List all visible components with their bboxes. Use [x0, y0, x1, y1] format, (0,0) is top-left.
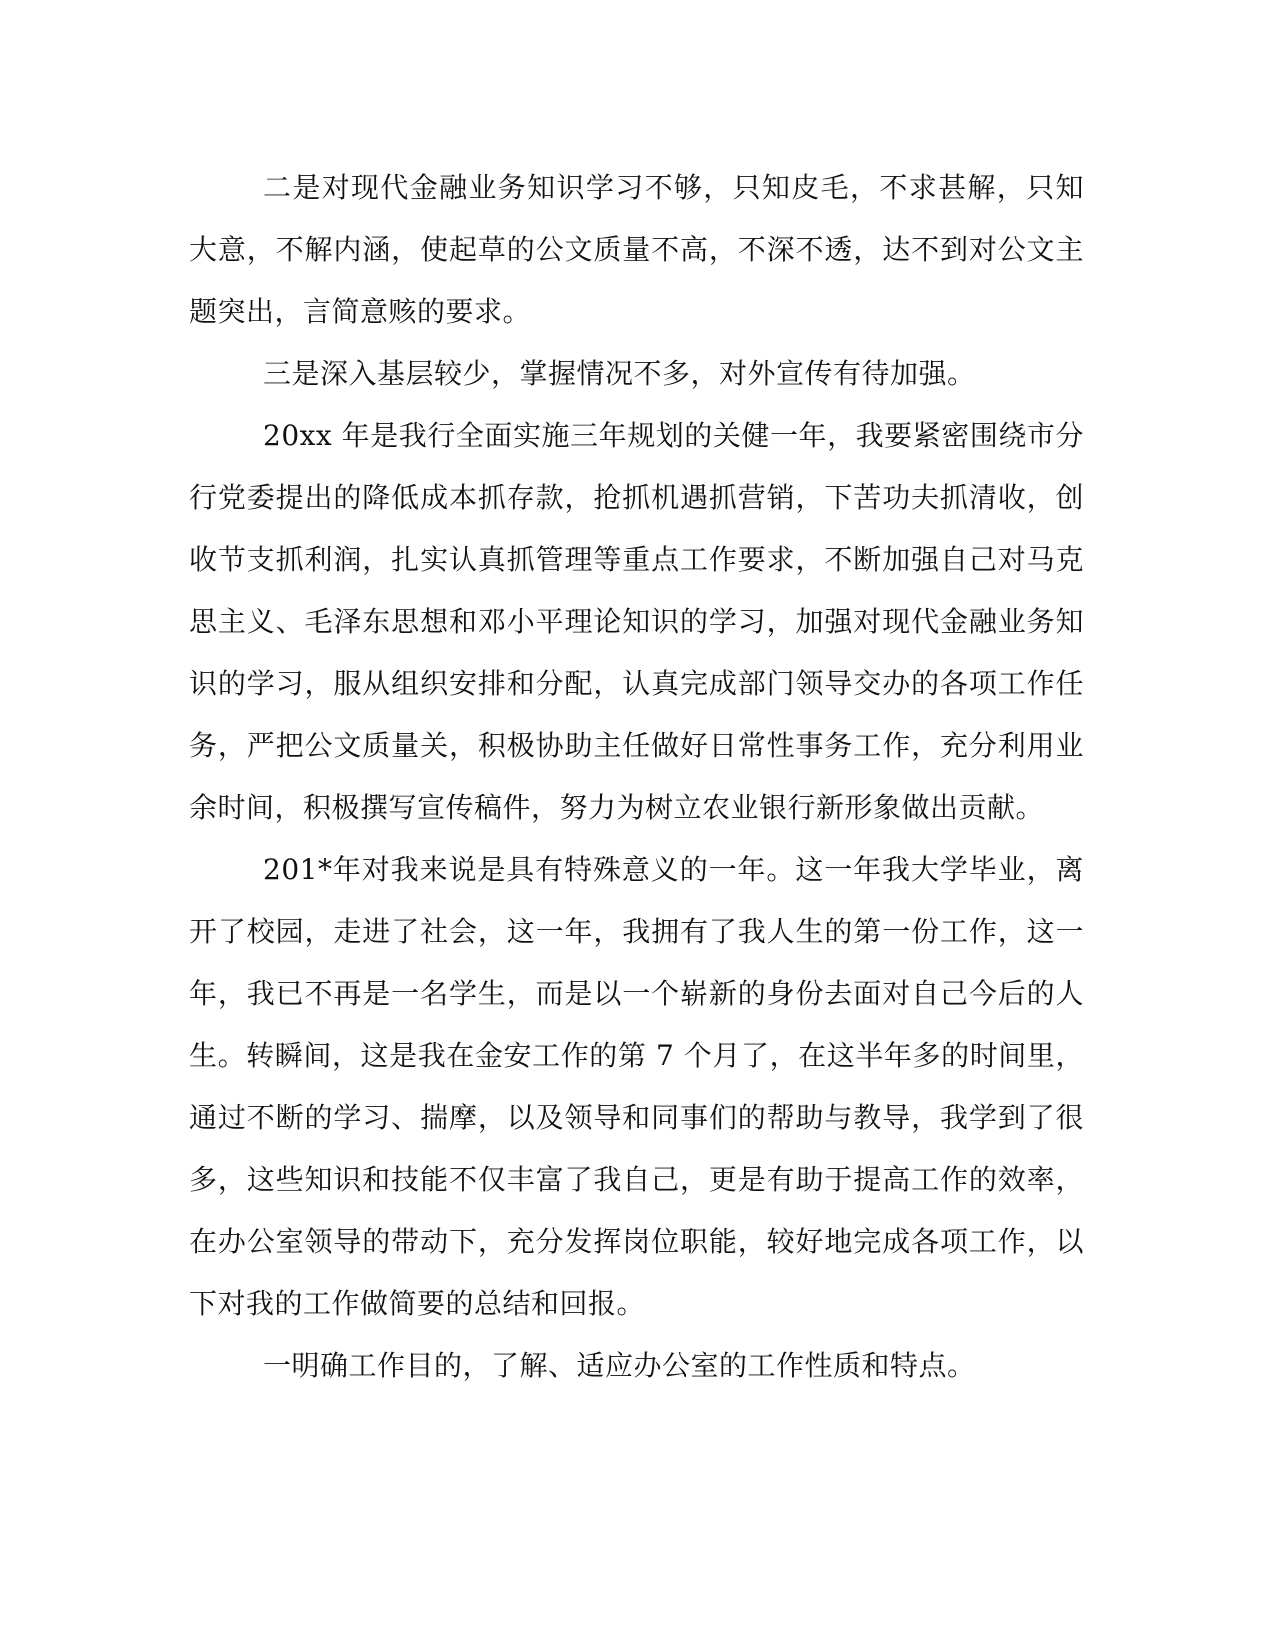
paragraph-year-review: 201*年对我来说是具有特殊意义的一年。这一年我大学毕业，离开了校园，走进了社会，这一年，我拥有了我人生的第一份工作，这一年，我已不再是一名学生，而是以一个崭新的身份去面对自己今后的人生。转瞬间，这是我在金安工作的第 7 个月了，在这半年多的时间里，通过不断的学习、揣摩，以及领导和同事们的帮助与教导，我学到了很多，这些知识和技能不仅丰富了我自己，更是有助于提高工作的效率，在办公室领导的带动下，充分发挥岗位职能，较好地完成各项工作，以下对我的工作做简要的总结和回报。	[189, 853, 1084, 1320]
paragraph-shortcoming-two: 二是对现代金融业务知识学习不够，只知皮毛，不求甚解，只知大意，不解内涵，使起草的公文质量不高，不深不透，达不到对公文主题突出，言简意赅的要求。	[189, 171, 1084, 328]
paragraph-section-one-heading: 一明确工作目的，了解、适应办公室的工作性质和特点。	[263, 1349, 976, 1382]
document-body	[189, 157, 1084, 1397]
paragraph-shortcoming-three: 三是深入基层较少，掌握情况不多，对外宣传有待加强。	[263, 357, 976, 390]
paragraph-annual-plan: 20xx 年是我行全面实施三年规划的关健一年，我要紧密围绕市分行党委提出的降低成本抓存款，抢抓机遇抓营销，下苦功夫抓清收，创收节支抓利润，扎实认真抓管理等重点工作要求，不断加强自己对马克思主义、毛泽东思想和邓小平理论知识的学习，加强对现代金融业务知识的学习，服从组织安排和分配，认真完成部门领导交办的各项工作任务，严把公文质量关，积极协助主任做好日常性事务工作，充分利用业余时间，积极撰写宣传稿件，努力为树立农业银行新形象做出贡献。	[189, 419, 1084, 824]
